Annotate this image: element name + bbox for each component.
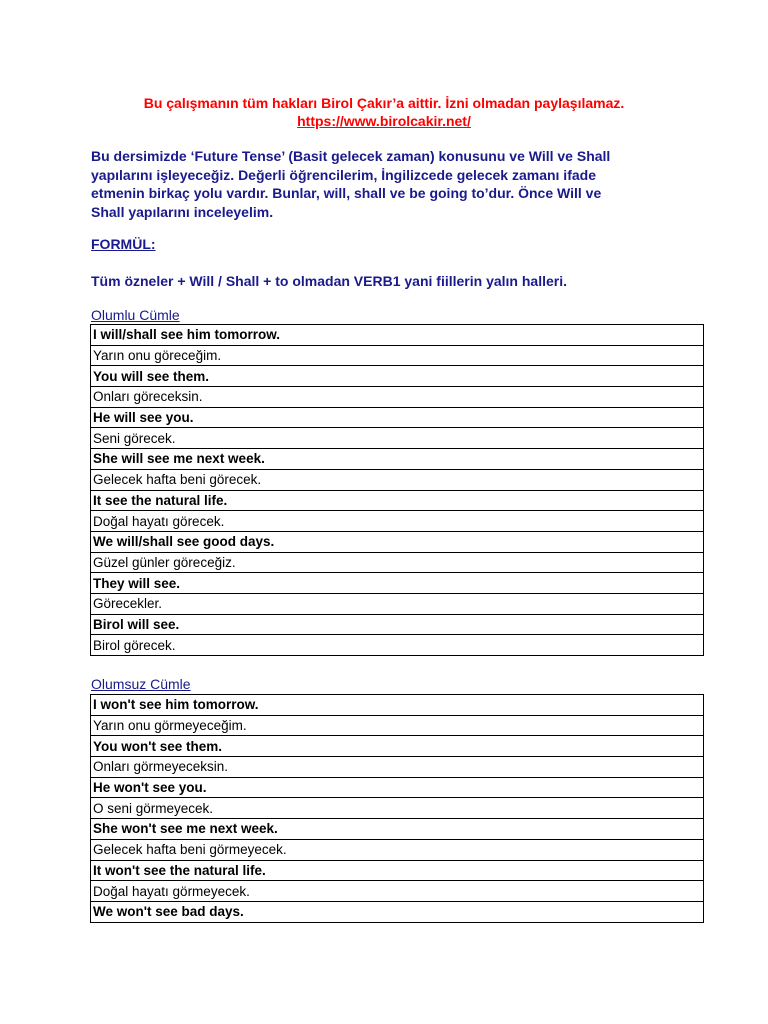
table-row [91, 736, 704, 757]
english-sentence: I won't see him tomorrow. [91, 695, 704, 716]
formula-text: Tüm özneler + Will / Shall + to olmadan VERB1 yani fiillerin yalın halleri. [91, 273, 567, 289]
english-sentence: You won't see them. [91, 736, 704, 757]
english-sentence: They will see. [91, 573, 704, 594]
negative-section-title: Olumsuz Cümle [91, 676, 191, 692]
intro-line: Bu dersimizde ‘Future Tense’ (Basit gelecek zaman) konusunu ve Will ve Shall [91, 148, 611, 164]
english-sentence: Birol will see. [91, 614, 704, 635]
english-sentence: She won't see me next week. [91, 819, 704, 840]
turkish-translation: Gelecek hafta beni görecek. [91, 469, 704, 490]
table-row [91, 757, 704, 778]
turkish-translation: Yarın onu görmeyeceğim. [91, 715, 704, 736]
english-sentence: You will see them. [91, 366, 704, 387]
english-sentence: We won't see bad days. [91, 901, 704, 922]
table-row [91, 552, 704, 573]
table-row [91, 901, 704, 922]
table-row [91, 511, 704, 532]
table-row [91, 798, 704, 819]
turkish-translation: Gelecek hafta beni görmeyecek. [91, 839, 704, 860]
turkish-translation: Yarın onu göreceğim. [91, 345, 704, 366]
table-row [91, 469, 704, 490]
english-sentence: He won't see you. [91, 777, 704, 798]
table-row [91, 614, 704, 635]
table-row [91, 573, 704, 594]
intro-line: Shall yapılarını inceleyelim. [91, 203, 274, 220]
table-row [91, 387, 704, 408]
table-row [91, 490, 704, 511]
table-row [91, 839, 704, 860]
english-sentence: I will/shall see him tomorrow. [91, 325, 704, 346]
negative-sentence-table [90, 694, 704, 923]
copyright-header [0, 94, 768, 130]
turkish-translation: Seni görecek. [91, 428, 704, 449]
turkish-translation: Birol görecek. [91, 635, 704, 656]
table-row [91, 449, 704, 470]
intro-paragraph [91, 147, 691, 221]
table-row [91, 531, 704, 552]
english-sentence: She will see me next week. [91, 449, 704, 470]
table-row [91, 366, 704, 387]
turkish-translation: Güzel günler göreceğiz. [91, 552, 704, 573]
intro-line: etmenin birkaç yolu vardır. Bunlar, will, shall ve be going to’dur. Önce Will ve [91, 185, 602, 201]
table-row [91, 777, 704, 798]
turkish-translation: Doğal hayatı görecek. [91, 511, 704, 532]
table-row [91, 635, 704, 656]
table-row [91, 695, 704, 716]
table-row [91, 881, 704, 902]
website-link[interactable]: https://www.birolcakir.net/ [297, 113, 471, 129]
copyright-notice: Bu çalışmanın tüm hakları Birol Çakır’a aittir. İzni olmadan paylaşılamaz. [143, 95, 625, 111]
turkish-translation: Doğal hayatı görmeyecek. [91, 881, 704, 902]
table-row [91, 715, 704, 736]
table-row [91, 325, 704, 346]
turkish-translation: O seni görmeyecek. [91, 798, 704, 819]
table-row [91, 407, 704, 428]
table-row [91, 860, 704, 881]
turkish-translation: Onları göreceksin. [91, 387, 704, 408]
english-sentence: It see the natural life. [91, 490, 704, 511]
english-sentence: We will/shall see good days. [91, 531, 704, 552]
table-row [91, 819, 704, 840]
table-row [91, 345, 704, 366]
positive-sentence-table [90, 324, 704, 656]
intro-line: yapılarını işleyeceğiz. Değerli öğrencilerim, İngilizcede gelecek zamanı ifade [91, 166, 596, 183]
english-sentence: He will see you. [91, 407, 704, 428]
table-row [91, 428, 704, 449]
turkish-translation: Görecekler. [91, 593, 704, 614]
english-sentence: It won't see the natural life. [91, 860, 704, 881]
table-row [91, 593, 704, 614]
turkish-translation: Onları görmeyeceksin. [91, 757, 704, 778]
formula-title: FORMÜL: [91, 236, 156, 252]
positive-section-title: Olumlu Cümle [91, 307, 180, 323]
